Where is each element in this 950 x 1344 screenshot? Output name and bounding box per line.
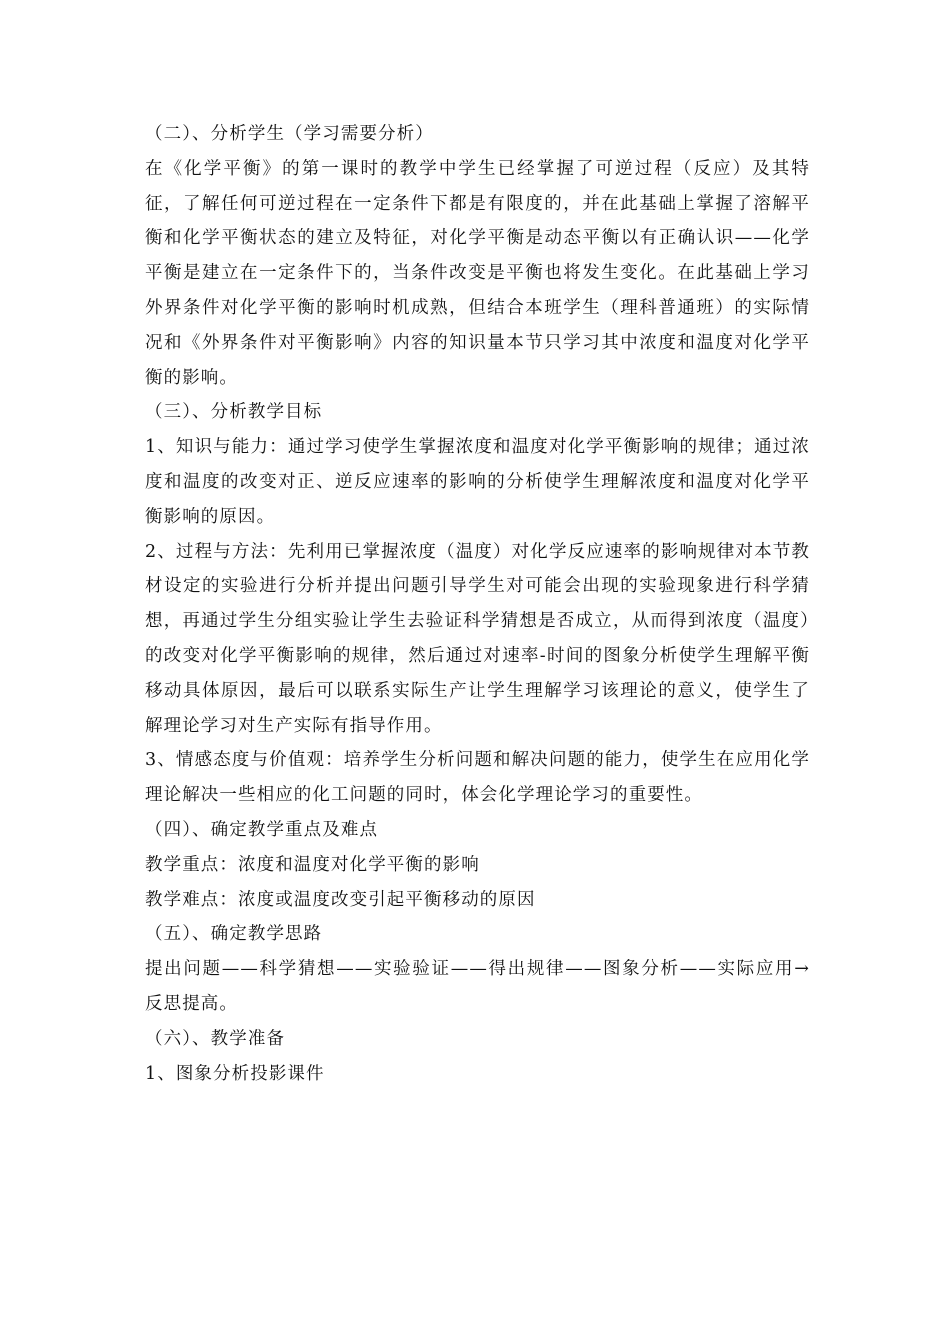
paragraph-preparation-item: 1、图象分析投影课件 <box>145 1063 325 1084</box>
section-heading-preparation: （六）、教学准备 <box>145 1028 286 1049</box>
paragraph-teaching-flow: 提出问题——科学猜想——实验验证——得出规律——图象分析——实际应用→反思提高。 <box>145 959 810 1014</box>
paragraph-goal-process: 2、过程与方法：先利用已掌握浓度（温度）对化学反应速率的影响规律对本节教材设定的实验进行分析并提出问题引导学生对可能会出现的实验现象进行科学猜想，再通过学生分组实验让学生去验证科学猜想是否成立，从而得到浓度（温度）的改变对化学平衡影响的规律，然后通过对速率-时间的图象分析使学生理解平衡移动具体原因，最后可以联系实际生产让学生理解学习该理论的意义，使学生了解理论学习对生产实际有指导作用。 <box>145 541 810 736</box>
section-heading-teaching-approach: （五）、确定教学思路 <box>145 924 323 945</box>
paragraph-student-analysis: 在《化学平衡》的第一课时的教学中学生已经掌握了可逆过程（反应）及其特征，了解任何可逆过程在一定条件下都是有限度的，并在此基础上掌握了溶解平衡和化学平衡状态的建立及特征，对化学平衡是动态平衡以有正确认识——化学平衡是建立在一定条件下的，当条件改变是平衡也将发生变化。在此基础上学习外界条件对化学平衡的影响时机成熟，但结合本班学生（理科普通班）的实际情况和《外界条件对平衡影响》内容的知识量本节只学习其中浓度和温度对化学平衡的影响。 <box>145 158 810 388</box>
section-heading-key-points: （四）、确定教学重点及难点 <box>145 819 379 840</box>
section-heading-teaching-goals: （三）、分析教学目标 <box>145 402 323 423</box>
document-body <box>145 117 810 1091</box>
paragraph-difficult-point: 教学难点：浓度或温度改变引起平衡移动的原因 <box>145 889 536 910</box>
paragraph-goal-knowledge: 1、知识与能力：通过学习使学生掌握浓度和温度对化学平衡影响的规律；通过浓度和温度的改变对正、逆反应速率的影响的分析使学生理解浓度和温度对化学平衡影响的原因。 <box>145 437 810 527</box>
section-heading-analyze-students: （二）、分析学生（学习需要分析） <box>145 124 434 144</box>
paragraph-goal-attitude: 3、情感态度与价值观：培养学生分析问题和解决问题的能力，使学生在应用化学理论解决一些相应的化工问题的同时，体会化学理论学习的重要性。 <box>145 750 810 806</box>
paragraph-key-point: 教学重点：浓度和温度对化学平衡的影响 <box>145 854 480 875</box>
